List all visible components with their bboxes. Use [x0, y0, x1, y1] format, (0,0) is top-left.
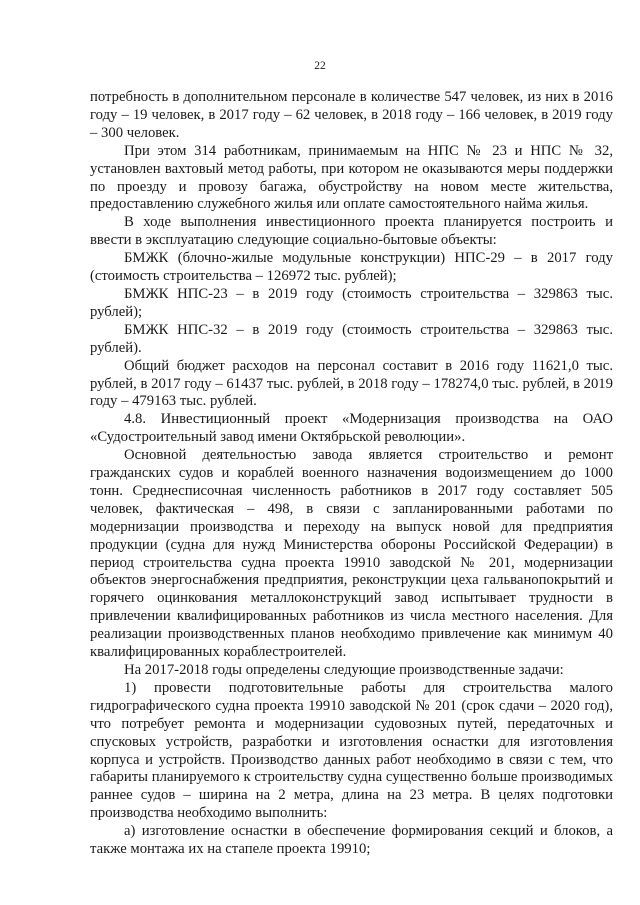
paragraph-social-objects: В ходе выполнения инвестиционного проекта планируется построить и ввести в эксплуатацию следующие социально-бытовые объекты:: [90, 214, 613, 249]
paragraph-bmzhk-nps23: БМЖК НПС-23 – в 2019 году (стоимость строительства – 329863 тыс. рублей);: [90, 285, 613, 320]
list-item-task-1a: а) изготовление оснастки в обеспечение формирования секций и блоков, а также монтажа их на стапеле проекта 19910;: [90, 823, 613, 858]
document-body: [90, 89, 613, 859]
paragraph-budget: Общий бюджет расходов на персонал составит в 2016 году 11621,0 тыс. рублей, в 2017 году – 61437 тыс. рублей, в 2018 году – 178274,0 тыс. рублей, в 2019 году – 479163 тыс. рублей.: [90, 357, 613, 410]
paragraph-production-tasks: На 2017-2018 годы определены следующие производственные задачи:: [124, 662, 564, 678]
list-item-task-1: 1) провести подготовительные работы для строительства малого гидрографического судна проекта 19910 заводской № 201 (срок сдачи – 2020 год), что потребует ремонта и модернизации судовозных путей, передаточных и спусковых устройств, разработки и изготовления оснастки для изготовления корпуса и устройств. Производство данных работ необходимо в связи с тем, что габариты планируемого к строительству судна существенно больше производимых раннее судов – ширина на 2 метра, длина на 23 метра. В целях подготовки производства необходимо выполнить:: [90, 679, 613, 822]
paragraph-staff-need: потребность в дополнительном персонале в количестве 547 человек, из них в 2016 году – 19 человек, в 2017 году – 62 человек, в 2018 году – 166 человек, в 2019 году – 300 человек.: [90, 89, 613, 141]
page-number: 22: [314, 60, 326, 72]
paragraph-shift-method: При этом 314 работникам, принимаемым на НПС № 23 и НПС № 32, установлен вахтовый метод работы, при котором не оказываются меры поддержки по проезду и провозу багажа, обустройству на новом месте жительства, предоставлению служебного жилья или оплате самостоятельного найма жилья.: [90, 142, 613, 213]
paragraph-bmzhk-nps29: БМЖК (блочно-жилые модульные конструкции) НПС-29 – в 2017 году (стоимость строительства – 126972 тыс. рублей);: [90, 250, 613, 285]
paragraph-bmzhk-nps32: БМЖК НПС-32 – в 2019 году (стоимость строительства – 329863 тыс. рублей).: [90, 321, 613, 356]
section-heading-4-8: 4.8. Инвестиционный проект «Модернизация производства на ОАО «Судостроительный завод имени Октябрьской революции».: [90, 411, 613, 446]
paragraph-plant-activity: Основной деятельностью завода является строительство и ремонт гражданских судов и кораблей военного назначения водоизмещением до 1000 тонн. Среднесписочная численность работников в 2017 году составляет 505 человек, фактическая – 498, в связи с запланированными работами по модернизации производства и переходу на выпуск новой для предприятия продукции (судна для нужд Министерства обороны Российской Федерации) в период строительства судна проекта 19910 заводской № 201, модернизации объектов энергоснабжения предприятия, реконструкции цеха гальванопокрытий и горячего оцинкования металлоконструкций завод испытывает трудности в привлечении квалифицированных работников из числа местного населения. Для реализации производственных планов необходимо привлечение как минимум 40 квалифицированных кораблестроителей.: [90, 447, 613, 661]
